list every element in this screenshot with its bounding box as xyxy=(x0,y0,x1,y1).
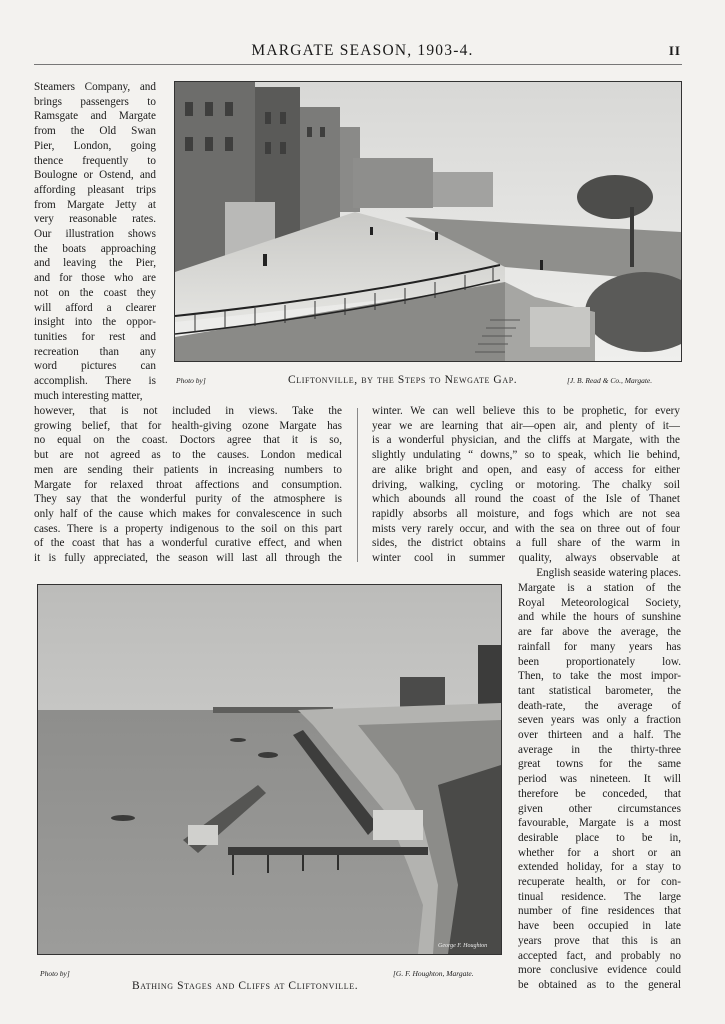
text-line: are alike bright and open, and easy of access for either xyxy=(372,463,680,476)
intro-column xyxy=(34,80,156,403)
photo-bathing-stages-image xyxy=(38,585,501,954)
photo1-credit-left: Photo by] xyxy=(176,376,206,385)
text-line: over thirteen and a half. The xyxy=(518,729,681,742)
text-line: rainfall for many years has xyxy=(518,640,681,653)
text-line: seven years was only a fraction xyxy=(518,714,681,727)
side-column xyxy=(518,581,681,993)
text-line: winter. We can well believe this to be prophetic, for every xyxy=(372,405,680,417)
text-line: tinual residence. The large xyxy=(518,890,681,903)
text-line: number of fine residences that xyxy=(518,905,681,918)
text-line: but are not agreed as to the causes. London medical xyxy=(34,449,342,462)
text-line: and while the hours of sunshine xyxy=(518,611,681,624)
text-line: not on the coast they xyxy=(34,286,156,299)
text-line: years prove that this is an xyxy=(518,934,681,947)
photo2-credit-right: [G. F. Houghton, Margate. xyxy=(393,969,474,978)
text-line: will afford a clearer xyxy=(34,301,156,314)
text-line: very reasonable rates. xyxy=(34,213,156,226)
text-line: period was nineteen. It will xyxy=(518,773,681,786)
text-line: accepted fact, and probably no xyxy=(518,949,681,962)
page-number: II xyxy=(668,43,681,58)
text-line: and leaving the Pier, xyxy=(34,257,156,270)
text-line: mists very rarely occur, and with the sea on three out of four xyxy=(372,522,680,535)
text-line: Steamers Company, and xyxy=(34,81,156,93)
header-rule xyxy=(34,64,682,65)
text-line: therefore be conceded, that xyxy=(518,787,681,800)
text-line: are far above the average, the xyxy=(518,626,681,639)
text-line: affording pleasant trips xyxy=(34,183,156,196)
text-line: desirable place to be in, xyxy=(518,831,681,844)
side-column-first-line xyxy=(519,566,681,581)
text-line: which abounds all round the coast of the Isle of Thanet xyxy=(372,493,680,506)
text-line: favourable, Margate is a most xyxy=(518,817,681,830)
photo1-caption: Cliftonville, by the Steps to Newgate Gap. xyxy=(288,374,518,386)
text-line: no equal on the coast. Doctors agree that it is so, xyxy=(34,434,342,447)
text-line: be obtained as to the general xyxy=(518,978,681,991)
text-line: winter cool in summer quality, always observable at xyxy=(372,552,680,565)
text-line: thence frequently to xyxy=(34,154,156,167)
text-line: They say that the wonderful purity of the atmosphere is xyxy=(34,493,342,506)
text-line: rapidly absorbs all moisture, and fogs which are not sea xyxy=(372,507,680,520)
body-left-column xyxy=(34,404,342,566)
text-line: year we are learning that air—open air, and plenty of it— xyxy=(372,419,680,432)
text-line: recreation than any xyxy=(34,345,156,358)
text-line: slightly undulating “ downs,” so to speak, which lie behind, xyxy=(372,449,680,462)
text-line: whether for a short or an xyxy=(518,846,681,859)
text-line: it is fully appreciated, the season will last all through the xyxy=(34,552,342,565)
photo2-credit-left: Photo by] xyxy=(40,969,70,978)
text-line: Ramsgate and Margate xyxy=(34,110,156,123)
photo2-signature: George F. Houghton xyxy=(438,943,488,949)
text-line: Margate for relaxed throat affections and consumption. xyxy=(34,478,342,491)
text-line: given other circumstances xyxy=(518,802,681,815)
body-right-column xyxy=(372,404,680,566)
column-divider xyxy=(357,408,358,562)
photo1-credit-right: [J. B. Read & Co., Margate. xyxy=(567,376,653,385)
text-line: is a wonderful physician, and the cliffs at Margate, with the xyxy=(372,434,680,447)
text-line: men are sending their patients in increasing numbers to xyxy=(34,463,342,476)
text-line: word pictures can xyxy=(34,360,156,373)
text-line: average in the thirty-three xyxy=(518,743,681,756)
photo-bathing-stages xyxy=(37,584,502,955)
text-line: insight into the oppor- xyxy=(34,316,156,329)
text-line: the boats approaching xyxy=(34,242,156,255)
text-line: been proportionately low. xyxy=(518,655,681,668)
text-line: extended holiday, for a stay to xyxy=(518,861,681,874)
text-line: Boulogne or Ostend, and xyxy=(34,169,156,182)
text-line: growing belief, that for health-giving ozone Margate has xyxy=(34,419,342,432)
text-line: Margate is a station of the xyxy=(518,582,681,594)
text-line: have been occupied in late xyxy=(518,920,681,933)
photo-cliftonville-steps-image xyxy=(175,82,681,361)
text-line: accomplish. There is xyxy=(34,375,156,388)
photo-cliftonville-steps xyxy=(174,81,682,362)
text-line: from the Old Swan xyxy=(34,125,156,138)
running-header: MARGATE SEASON, 1903-4. xyxy=(251,42,474,59)
text-line: cases. There is a property indigenous to the soil on this part xyxy=(34,522,342,535)
text-line: brings passengers to xyxy=(34,95,156,108)
text-line: Pier, London, going xyxy=(34,139,156,152)
side-first-line: English seaside watering places. xyxy=(536,567,681,579)
text-line: tant statistical barometer, the xyxy=(518,684,681,697)
photo2-caption: Bathing Stages and Cliffs at Cliftonville. xyxy=(132,980,359,992)
text-line: death-rate, the average of xyxy=(518,699,681,712)
text-line: much interesting matter, xyxy=(34,389,143,402)
text-line: tunities for rest and xyxy=(34,330,156,343)
text-line: Our illustration shows xyxy=(34,228,156,241)
text-line: driving, walking, cycling or motoring. The chalky soil xyxy=(372,478,680,491)
text-line: more conclusive evidence could xyxy=(518,964,681,977)
text-line: of the coast that has a wonderful curative effect, and when xyxy=(34,537,342,550)
text-line: from Margate Jetty at xyxy=(34,198,156,211)
text-line: only half of the cause which makes for convalescence in such xyxy=(34,507,342,520)
text-line: sides, the district obtains a full share of the warm in xyxy=(372,537,680,550)
text-line: great towns for the same xyxy=(518,758,681,771)
text-line: and for those who are xyxy=(34,272,156,285)
text-line: however, that is not included in views. Take the xyxy=(34,405,342,417)
text-line: Then, to take the most impor- xyxy=(518,670,681,683)
text-line: Royal Meteorological Society, xyxy=(518,596,681,609)
text-line: recuperate health, or for con- xyxy=(518,876,681,889)
